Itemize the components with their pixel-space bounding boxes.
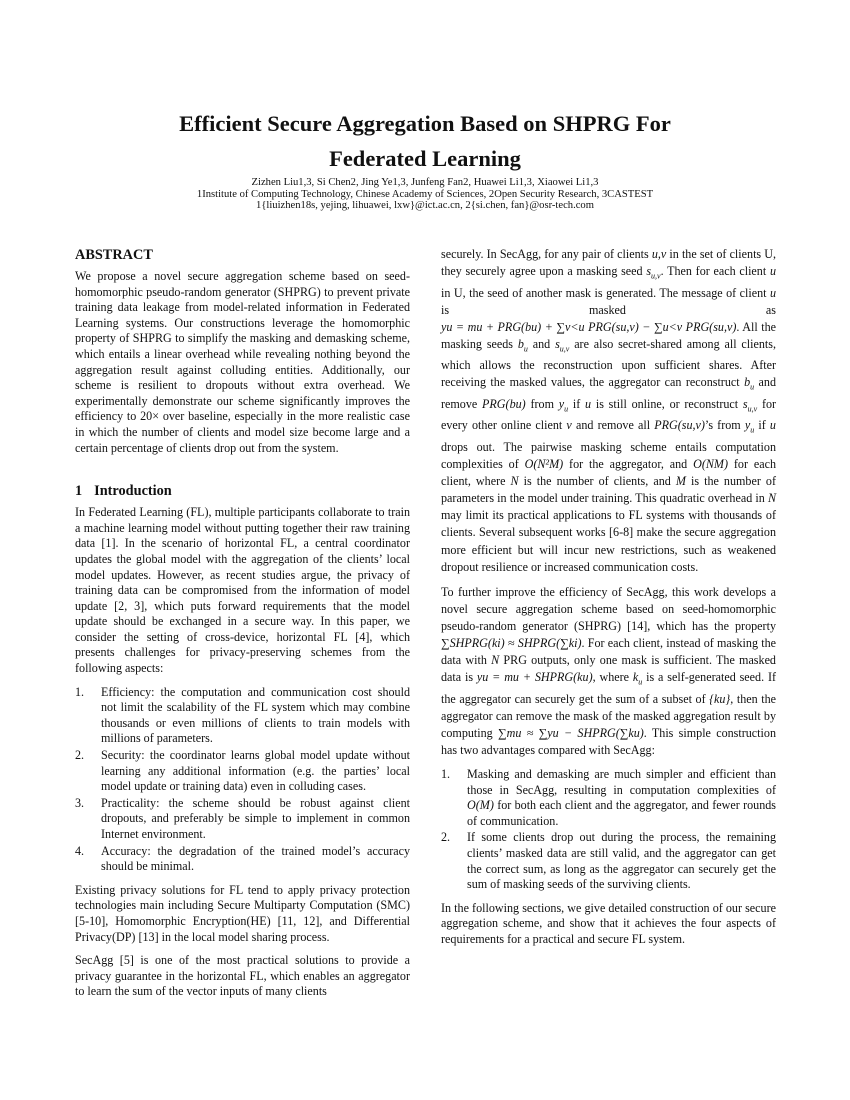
text-run: is the number of clients, and [523, 474, 671, 489]
math-u: u [769, 285, 776, 300]
text-run: are also secret-shared among all clients, which allows the reconstruction upon sufficient shares. After receiving the masked values, the aggregator can reconstruct [441, 336, 776, 390]
math-ku: k [632, 670, 639, 685]
math-u: u [769, 264, 776, 279]
aspects-list [75, 685, 410, 875]
list-marker: 3. [75, 795, 85, 810]
list-marker: 1. [441, 767, 451, 782]
text-run: is still online, or reconstruct [595, 396, 739, 411]
abstract-heading: ABSTRACT [75, 247, 153, 263]
intro-paragraph-3: SecAgg [5] is one of the most practical solutions to provide a privacy guarantee in the horizontal FL, which enables an aggregator to learn the sum of the vector inputs of many clients [75, 953, 410, 999]
list-item [441, 830, 776, 892]
text-run: for every other online client [441, 396, 777, 433]
right-column [441, 246, 776, 956]
list-marker: 1. [75, 684, 85, 699]
left-column [75, 246, 410, 1008]
section-heading-introduction [75, 482, 410, 500]
math-complexity-linear: O(M) [467, 798, 494, 813]
list-item [75, 796, 410, 843]
math-ku-set: {ku} [709, 691, 731, 706]
demask-equation: ∑mu ≈ ∑yu − SHPRG(∑ku) [498, 725, 644, 740]
list-item-text: Practicality: the scheme should be robust against client dropouts, and preferably be simple to implement in common Internet environment. [101, 795, 410, 841]
math-suv: s [646, 264, 652, 279]
math-u: u [769, 418, 776, 433]
text-run: Masking and demasking are much simpler and efficient than those in SecAgg, resulting in computation complexities of [467, 767, 776, 797]
math-suv: s [742, 396, 748, 411]
list-marker: 4. [75, 843, 85, 858]
author-names: Zizhen Liu1,3, Si Chen2, Jing Ye1,3, Junfeng Fan2, Huawei Li1,3, Xiaowei Li1,3 [251, 177, 599, 188]
math-N: N [767, 491, 777, 506]
math-yu: y [558, 396, 565, 411]
text-run: securely. In SecAgg, for any pair of clients [441, 247, 649, 261]
text-run: may limit its practical applications to FL systems with thousands of clients. Several subsequent works [6-8] make the secure aggregation more efficient but will incur new restrictions, such as weakened dropout resilience or increased communication costs. [441, 508, 776, 574]
text-run: in U, the seed of another mask is generated. The message of client [441, 285, 767, 300]
math-v: v [566, 418, 572, 433]
text-run: . All the masking seeds [441, 319, 776, 351]
text-run: is masked as [441, 302, 776, 317]
text-run: To further improve the efficiency of SecAgg, this work develops a novel secure aggregation scheme based on seed-homomorphic pseudo-random generator (SHPRG) [14], which has the property [441, 584, 776, 633]
text-run: if [572, 396, 581, 411]
math-prg-suv: PRG(su,v) [654, 418, 705, 433]
shprg-paragraph: To further improve the efficiency of SecAgg, this work develops a novel secure aggregation scheme based on seed-homomorphic pseudo-random generator (SHPRG) [14], which has the property ∑SHPRG(ki) ≈ SHPRG(∑ki). For each client, instead of masking the data with N PRG outputs, only one mask is sufficient. The masked data is yu = mu + SHPRG(ku), where $k_u$ is a self-generated seed. If the aggregator can securely get the sum of a subset of {ku}, then the aggregator can remove the mask of the masked aggregation result by computing ∑mu ≈ ∑yu − SHPRG(∑ku). This simple construction has two advantages compared with SecAgg: [441, 584, 777, 757]
paper-title [90, 106, 760, 176]
list-item [75, 844, 410, 875]
shprg-property-equation: ∑SHPRG(ki) ≈ SHPRG(∑ki) [441, 636, 582, 650]
text-run: PRG outputs, only one mask is sufficient. The masked data is [441, 653, 776, 685]
text-run: in the set of clients U, they securely agree upon a masking seed [441, 247, 777, 279]
text-run: for both each client and the aggregator, and fewer rounds of communication. [467, 798, 776, 828]
intro-paragraph-1: In Federated Learning (FL), multiple participants collaborate to train a machine learning model without putting together their raw training data [1]. In the scenario of horizontal FL, a central coordinator updates the global model with the aggregation of the clients’ local model updates. However, as recent studies argue, the privacy of training data can be compromised from the information of model update [2, 3], which puts forward requirements that the model update should be exchanged in a secure way. In this paper, we consider the setting of cross-device, horizontal FL [4], which presents challenges for privacy-preserving schemes from the following aspects: [75, 505, 410, 676]
math-yu: y [744, 418, 751, 433]
text-run: if [758, 418, 766, 433]
list-item [441, 767, 776, 829]
text-run: . Then for each client [660, 264, 767, 279]
text-run: drops out. The pairwise masking scheme entails computation complexities of [441, 439, 776, 472]
text-run: from [530, 396, 554, 411]
text-run: . For each client, instead of masking the data with [441, 636, 776, 668]
advantages-list [441, 767, 776, 893]
list-item [75, 685, 410, 747]
author-block [60, 177, 790, 212]
text-run: is the number of parameters in the model under training. This quadratic overhead in [441, 474, 776, 506]
text-run: , then the aggregator can remove the mask of the masked aggregation result by computing [441, 691, 777, 740]
text-run: is a self-generated seed. If the aggregator can securely get the sum of a subset of [441, 670, 777, 706]
title-line-1: Efficient Secure Aggregation Based on SHPRG For [179, 111, 671, 136]
text-run: and remove all [575, 418, 651, 433]
math-M: M [675, 474, 686, 489]
shprg-mask-equation: yu = mu + SHPRG(ku) [476, 670, 593, 685]
text-run: for each client, where [441, 457, 777, 489]
closing-paragraph: In the following sections, we give detailed construction of our secure aggregation scheme, and show that it achieves the four aspects of requirements for a practical and secure FL system. [441, 900, 776, 946]
math-bu: b [744, 375, 751, 390]
math-suv: s [555, 336, 560, 351]
list-item [75, 748, 410, 795]
intro-paragraph-2: Existing privacy solutions for FL tend to apply privacy protection technologies main including Secure Multiparty Computation (SMC) [5-10], Homomorphic Encryption(HE) [11, 12], and Differential Privacy(DP) [13] in the local model sharing process. [75, 882, 410, 944]
math-complexity-aggregator: O(N²M) [524, 457, 564, 472]
author-emails: 1{liuizhen18s, yejing, lihuawei, lxw}@ict.ac.cn, 2{si.chen, fan}@osr-tech.com [256, 200, 594, 211]
text-run: . This simple construction has two advantages compared with SecAgg: [441, 725, 776, 757]
text-run: , where [592, 670, 630, 685]
math-N: N [510, 474, 519, 489]
text-run: for the aggregator, and [569, 457, 688, 472]
math-prg-bu: PRG(bu) [482, 396, 526, 411]
math-bu: b [517, 336, 524, 351]
text-run: ’s from [704, 418, 741, 433]
list-item-text: Security: the coordinator learns global model update without learning any additional information (e.g. the parties’ local model update or training data) even in colluding cases. [101, 748, 410, 794]
list-marker: 2. [75, 748, 85, 763]
list-item-text: Efficiency: the computation and communication cost should not limit the scalability of the FL system which may combine thousands or even millions of clients to train models with millions of parameters. [101, 684, 410, 746]
title-line-2: Federated Learning [329, 146, 521, 171]
math-uv: u,v [651, 247, 667, 261]
section-title: Introduction [94, 483, 172, 500]
text-run: If some clients drop out during the process, the remaining clients’ masked data are still valid, and the aggregator can get the correct sum, as long as the aggregator can securely get the sum of masking seeds of the surviving clients. [467, 830, 776, 892]
abstract-text: We propose a novel secure aggregation scheme based on seed-homomorphic pseudo-random generator (SHPRG) to prevent private training data leakage from model-related information in Federated Learning systems. Our constructions leverage the homomorphic property of SHPRG to simplify the masking and demasking scheme, which entails a linear overhead while revealing nothing beyond the aggregation result against colluding entities. Additionally, our scheme is resilient to dropouts without extra overhead. We experimentally demonstrate our scheme significantly improves the efficiency to 20× over baseline, especially in the more realistic case in which the number of clients and model size become large and a certain percentage of clients drop out from the system. [75, 269, 410, 455]
text-run: and remove [441, 375, 777, 411]
secagg-paragraph: securely. In SecAgg, for any pair of clients u,v in the set of clients U, they securely agree upon a masking seed $s_{u,v}$. Then for each client u in U, the seed of another mask is generated. The message of client u is masked as yu = mu + PRG(bu) + ∑v<u PRG(su,v) − ∑u<v PRG(su,v). All the masking seeds $b_u$ and $s_{u,v}$ are also secret-shared among all clients, which allows the reconstruction upon sufficient shares. After receiving the masked values, the aggregator can reconstruct $b_u$ and remove PRG(bu) from $y_u$ if u is still online, or reconstruct $s_{u,v}$ for every other online client v and remove all PRG(su,v)’s from $y_u$ if u drops out. The pairwise masking scheme entails computation complexities of O(N²M) for the aggregator, and O(NM) for each client, where N is the number of clients, and M is the number of parameters in the model under training. This quadratic overhead in N may limit its practical applications to FL systems with thousands of clients. Several subsequent works [6-8] make the secure aggregation more efficient but will incur new restrictions, such as weakened dropout resilience or increased communication costs. [441, 247, 777, 574]
list-marker: 2. [441, 830, 451, 845]
math-u: u [585, 396, 592, 411]
math-complexity-client: O(NM) [693, 457, 729, 472]
author-affiliations: 1Institute of Computing Technology, Chinese Academy of Sciences, 2Open Security Research, 3CASTEST [196, 188, 654, 200]
list-item-text: Accuracy: the degradation of the trained model’s accuracy should be minimal. [101, 843, 410, 874]
mask-equation: yu = mu + PRG(bu) + ∑v<u PRG(su,v) − ∑u<v PRG(su,v) [441, 319, 737, 334]
section-number: 1 [75, 483, 83, 500]
math-N: N [491, 653, 500, 668]
text-run: and [532, 336, 551, 351]
